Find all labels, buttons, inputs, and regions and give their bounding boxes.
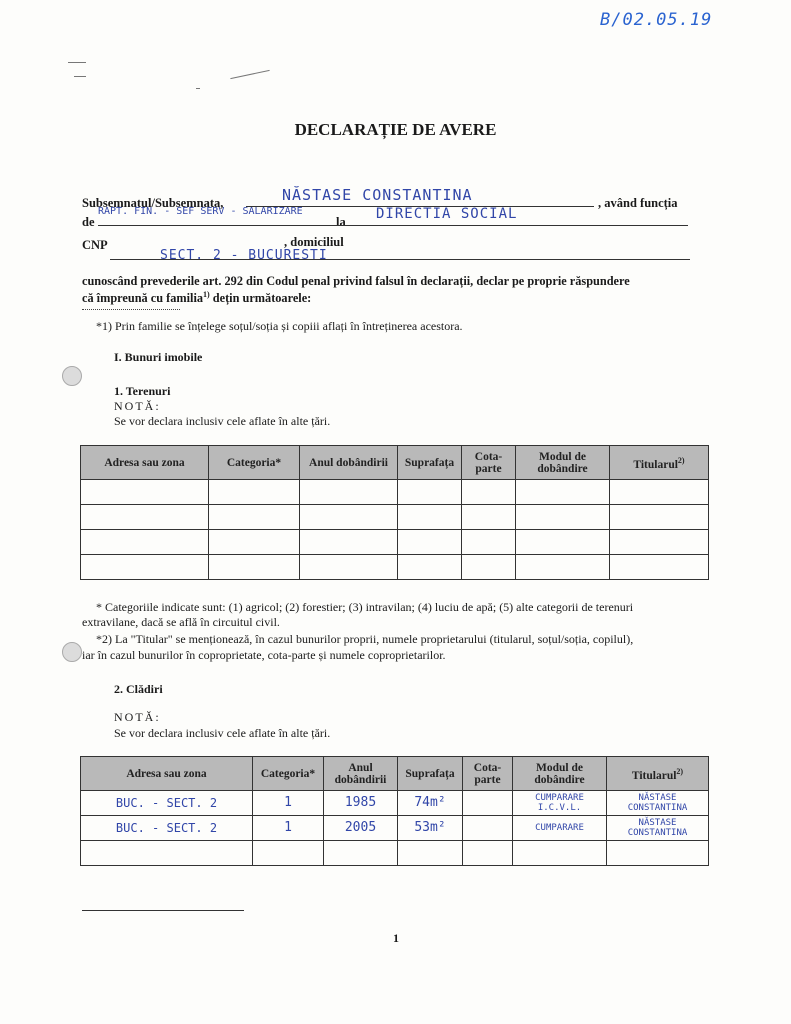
scan-mark xyxy=(196,88,200,89)
cnp-label: CNP xyxy=(82,238,108,252)
col-adresa: Adresa sau zona xyxy=(81,757,253,791)
punch-hole xyxy=(62,366,82,386)
subsemnatul-label: Subsemnatul/Subsemnata, xyxy=(82,196,224,210)
col-categoria: Categoria* xyxy=(209,446,300,480)
col-suprafata: Suprafața xyxy=(398,757,463,791)
table-row xyxy=(81,480,709,505)
declaratie-line-2: că împreună cu familia$^{1)}$ dețin următoarele: xyxy=(82,290,312,306)
table-row: BUC. - SECT. 2 1 2005 53m² CUMPARARE NĂSTASE CONSTANTINA xyxy=(81,816,709,841)
terenuri-table xyxy=(80,445,709,580)
la-label: la xyxy=(336,215,346,229)
scan-mark xyxy=(68,62,86,63)
functie-value: RAPT. FIN. - SEF SERV - SALARIZARE xyxy=(98,206,303,217)
categorii-note-2: extravilane, dacă se află în circuitul civil. xyxy=(82,615,280,629)
col-titularul: Titularul$^{2)}$ xyxy=(610,446,709,480)
nota-label: NOTĂ: xyxy=(114,399,161,413)
titular-note-2: iar în cazul bunurilor în coproprietate, cota-parte și numele coproprietarilor. xyxy=(82,648,446,662)
col-modul: Modul de dobândire xyxy=(516,446,610,480)
de-label: de xyxy=(82,215,95,229)
col-titularul: Titularul$^{2)}$ xyxy=(607,757,709,791)
cladiri-table xyxy=(80,756,709,866)
scan-mark xyxy=(74,76,86,77)
col-modul: Modul de dobândire xyxy=(513,757,607,791)
declaratie-line-1: cunoscând prevederile art. 292 din Codul penal privind falsul în declarații, declar pe proprie răspundere xyxy=(82,274,630,288)
punch-hole xyxy=(62,642,82,662)
categorii-note-1: * Categoriile indicate sunt: (1) agricol; (2) forestier; (3) intravilan; (4) luciu de apă; (5) alte categorii de terenuri xyxy=(96,600,634,614)
section-heading-bunuri-imobile: I. Bunuri imobile xyxy=(114,350,203,364)
page-title: DECLARAȚIE DE AVERE xyxy=(294,120,497,139)
dotted-line xyxy=(82,309,180,310)
scan-mark xyxy=(230,70,269,79)
subsection-terenuri: 1. Terenuri xyxy=(114,384,171,398)
nota-text: Se vor declara inclusiv cele aflate în alte țări. xyxy=(114,414,331,428)
avand-functia-label: , având funcția xyxy=(598,196,678,210)
domiciliul-label: , domiciliul xyxy=(284,235,344,249)
col-adresa: Adresa sau zona xyxy=(81,446,209,480)
institutie-value: DIRECTIA SOCIAL xyxy=(376,206,518,222)
page-number: 1 xyxy=(393,931,399,945)
table-row: BUC. - SECT. 2 1 1985 74m² CUMPARARE I.C.V.L. NĂSTASE CONSTANTINA xyxy=(81,791,709,816)
subsection-cladiri: 2. Clădiri xyxy=(114,682,163,696)
registration-stamp: B/02.05.19 xyxy=(600,10,713,30)
nota-text: Se vor declara inclusiv cele aflate în alte țări. xyxy=(114,726,331,740)
table-row xyxy=(81,505,709,530)
table-row xyxy=(81,555,709,580)
col-cota-parte: Cota-parte xyxy=(463,757,513,791)
col-cota-parte: Cota-parte xyxy=(462,446,516,480)
footnote-separator xyxy=(82,910,244,911)
col-anul: Anul dobândirii xyxy=(324,757,398,791)
nota-label: NOTĂ: xyxy=(114,710,161,724)
family-footnote: *1) Prin familie se înțelege soțul/soția și copiii aflați în întreținerea acestora. xyxy=(96,319,463,333)
table-row xyxy=(81,841,709,866)
titular-note-1: *2) La "Titular" se menționează, în cazul bunurilor proprii, numele proprietarului (titularul, soțul/soția, copilul), xyxy=(96,632,634,646)
table-row xyxy=(81,530,709,555)
declarant-name: NĂSTASE CONSTANTINA xyxy=(282,186,473,204)
col-anul: Anul dobândirii xyxy=(300,446,398,480)
col-categoria: Categoria* xyxy=(253,757,324,791)
col-suprafata: Suprafața xyxy=(398,446,462,480)
domiciliu-value: SECT. 2 - BUCURESTI xyxy=(160,248,328,263)
